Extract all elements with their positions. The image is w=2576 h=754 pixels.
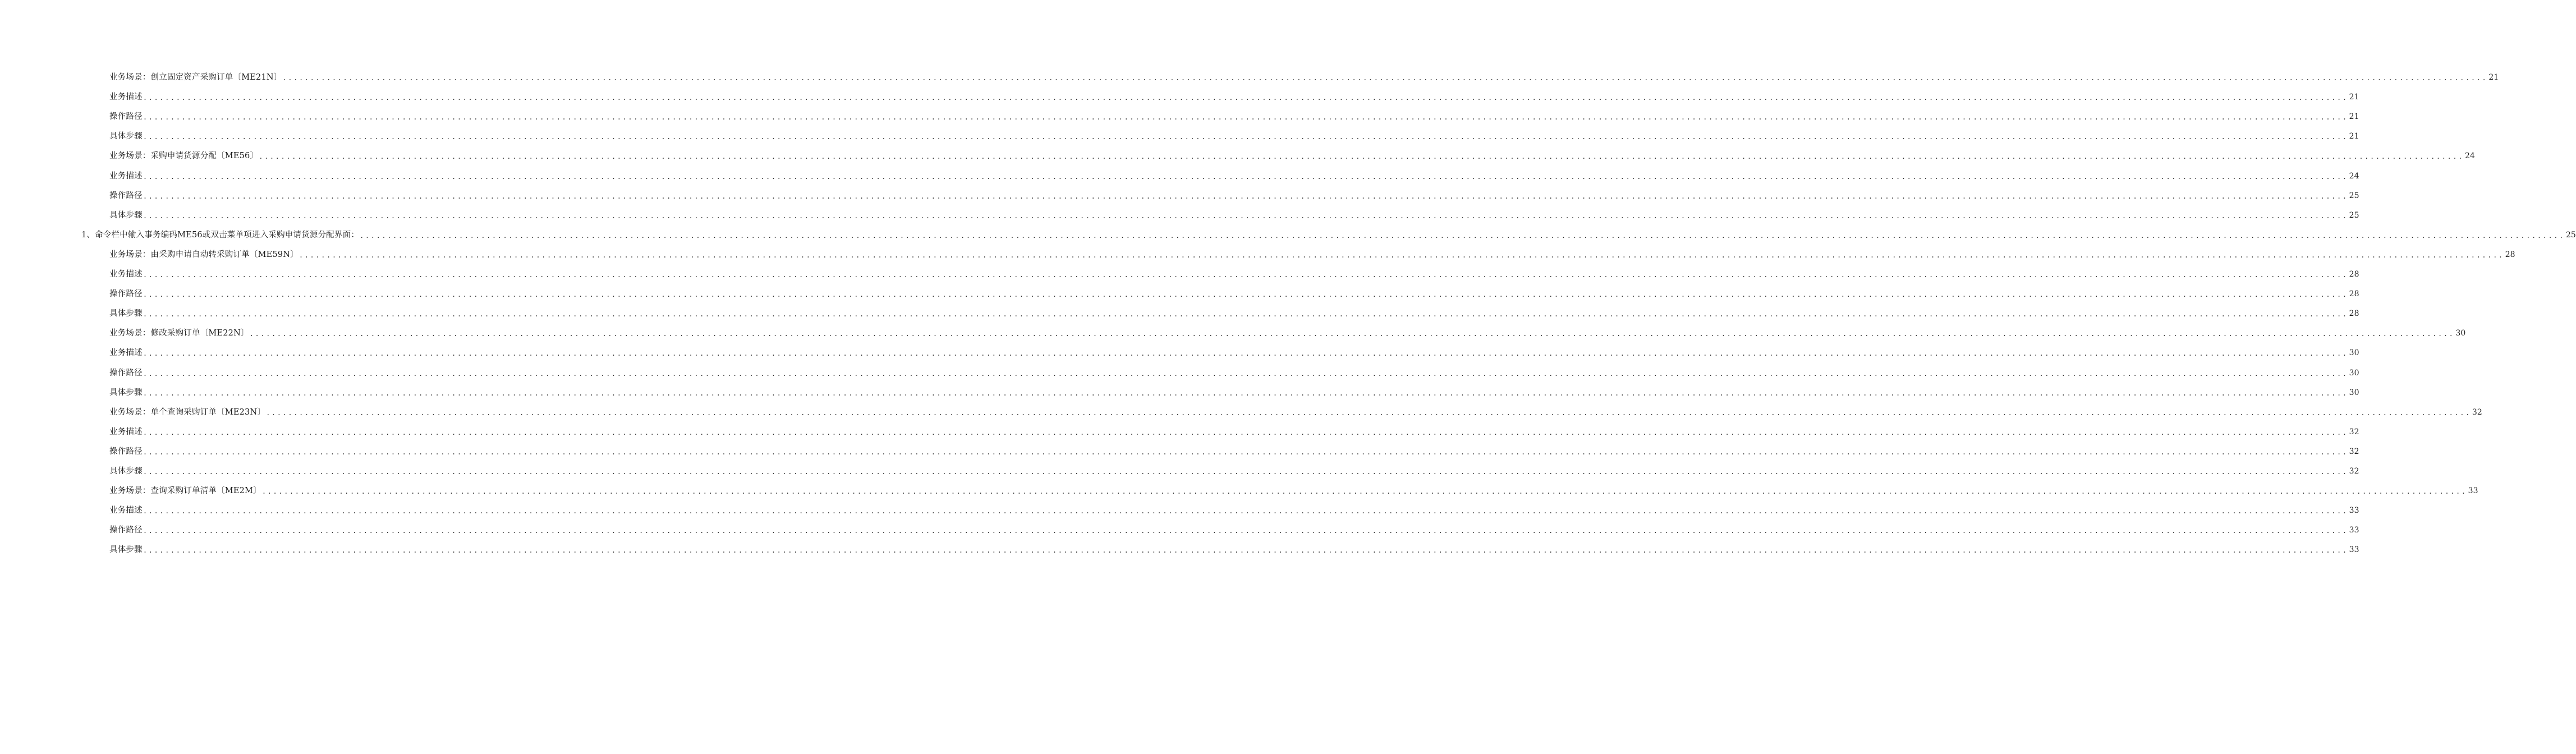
toc-entry-title: 操作路径 xyxy=(109,289,143,299)
toc-entry-title: 业务场景：单个查询采购订单〔ME23N〕 xyxy=(109,407,266,417)
toc-entry[interactable] xyxy=(109,245,2515,265)
toc-entry-page-number: 28 xyxy=(2349,309,2359,319)
toc-dot-leader: ................................................................................................................................................................................................................................................................................................................................................................................................................ xyxy=(143,546,2348,555)
toc-entry[interactable] xyxy=(109,206,2359,226)
toc-entry-page-number: 30 xyxy=(2349,388,2359,397)
toc-entry-page-number: 30 xyxy=(2455,329,2466,338)
toc-entry[interactable] xyxy=(109,127,2359,146)
toc-entry-title: 具体步骤 xyxy=(109,545,143,555)
toc-dot-leader: ................................................................................................................................................................................................................................................................................................................................................................................................................ xyxy=(299,251,2504,259)
toc-dot-leader: ................................................................................................................................................................................................................................................................................................................................................................................................................ xyxy=(143,369,2348,378)
toc-dot-leader: ................................................................................................................................................................................................................................................................................................................................................................................................................ xyxy=(143,192,2348,200)
toc-dot-leader: ................................................................................................................................................................................................................................................................................................................................................................................................................ xyxy=(143,448,2348,456)
toc-entry-title: 1、命令栏中输入事务编码ME56或双击菜单项进入采购申请货源分配界面： xyxy=(81,230,360,240)
toc-entry-title: 操作路径 xyxy=(109,112,143,122)
toc-entry[interactable] xyxy=(109,481,2478,501)
toc-entry[interactable] xyxy=(109,403,2482,422)
toc-entry[interactable] xyxy=(109,284,2359,304)
toc-entry-title: 业务描述 xyxy=(109,427,143,436)
toc-entry-title: 业务描述 xyxy=(109,171,143,181)
toc-entry-title: 业务描述 xyxy=(109,270,143,279)
toc-dot-leader: ................................................................................................................................................................................................................................................................................................................................................................................................................ xyxy=(261,488,2467,496)
toc-entry-page-number: 32 xyxy=(2349,427,2359,436)
toc-entry-title: 操作路径 xyxy=(109,447,143,456)
toc-dot-leader: ................................................................................................................................................................................................................................................................................................................................................................................................................ xyxy=(143,94,2348,102)
toc-dot-leader: ................................................................................................................................................................................................................................................................................................................................................................................................................ xyxy=(143,350,2348,358)
toc-entry-title: 操作路径 xyxy=(109,191,143,200)
toc-dot-leader: ................................................................................................................................................................................................................................................................................................................................................................................................................ xyxy=(143,212,2348,220)
toc-entry[interactable] xyxy=(109,462,2359,481)
toc-entry-page-number: 33 xyxy=(2468,486,2478,496)
toc-entry-page-number: 33 xyxy=(2349,545,2359,555)
toc-entry[interactable] xyxy=(109,107,2359,127)
toc-entry[interactable] xyxy=(109,521,2359,540)
toc-entry-page-number: 25 xyxy=(2565,230,2576,240)
toc-entry-page-number: 32 xyxy=(2349,467,2359,476)
toc-entry-title: 具体步骤 xyxy=(109,309,143,319)
toc-entry[interactable] xyxy=(81,226,2576,245)
toc-entry-title: 操作路径 xyxy=(109,526,143,535)
toc-entry[interactable] xyxy=(109,343,2359,363)
toc-dot-leader: ................................................................................................................................................................................................................................................................................................................................................................................................................ xyxy=(143,428,2348,436)
toc-entry-title: 业务描述 xyxy=(109,506,143,516)
toc-entry-title: 业务场景：由采购申请自动转采购订单〔ME59N〕 xyxy=(109,250,299,259)
toc-entry-title: 业务场景：修改采购订单〔ME22N〕 xyxy=(109,329,249,338)
toc-entry-title: 业务场景：创立固定资产采购订单〔ME21N〕 xyxy=(109,73,282,82)
toc-entry-page-number: 30 xyxy=(2349,348,2359,358)
toc-entry-page-number: 28 xyxy=(2505,250,2515,259)
toc-entry-page-number: 24 xyxy=(2465,151,2475,161)
toc-dot-leader: ................................................................................................................................................................................................................................................................................................................................................................................................................ xyxy=(259,153,2464,161)
toc-entry[interactable] xyxy=(109,304,2359,324)
toc-dot-leader: ................................................................................................................................................................................................................................................................................................................................................................................................................ xyxy=(360,231,2565,240)
toc-entry[interactable] xyxy=(109,186,2359,206)
toc-entry-page-number: 32 xyxy=(2472,407,2482,417)
toc-entry-page-number: 33 xyxy=(2349,506,2359,516)
toc-entry-title: 业务场景：采购申请货源分配〔ME56〕 xyxy=(109,151,259,161)
toc-entry[interactable] xyxy=(109,324,2466,343)
toc-dot-leader: ................................................................................................................................................................................................................................................................................................................................................................................................................ xyxy=(143,113,2348,122)
toc-entry[interactable] xyxy=(109,68,2499,88)
toc-entry-page-number: 21 xyxy=(2349,93,2359,102)
toc-entry-page-number: 28 xyxy=(2349,270,2359,279)
toc-dot-leader: ................................................................................................................................................................................................................................................................................................................................................................................................................ xyxy=(143,468,2348,476)
toc-entry-page-number: 21 xyxy=(2488,73,2499,82)
toc-entry[interactable] xyxy=(109,383,2359,403)
toc-dot-leader: ................................................................................................................................................................................................................................................................................................................................................................................................................ xyxy=(143,271,2348,279)
toc-entry-title: 业务场景：查询采购订单清单〔ME2M〕 xyxy=(109,486,261,496)
toc-entry-page-number: 25 xyxy=(2349,191,2359,200)
toc-entry-title: 操作路径 xyxy=(109,368,143,378)
toc-dot-leader: ................................................................................................................................................................................................................................................................................................................................................................................................................ xyxy=(143,133,2348,141)
toc-entry[interactable] xyxy=(109,442,2359,462)
toc-entry-title: 业务描述 xyxy=(109,348,143,358)
toc-dot-leader: ................................................................................................................................................................................................................................................................................................................................................................................................................ xyxy=(143,291,2348,299)
toc-entry[interactable] xyxy=(109,422,2359,442)
toc-entry-page-number: 24 xyxy=(2349,171,2359,181)
toc-dot-leader: ................................................................................................................................................................................................................................................................................................................................................................................................................ xyxy=(282,74,2488,82)
toc-dot-leader: ................................................................................................................................................................................................................................................................................................................................................................................................................ xyxy=(143,310,2348,319)
toc-entry-page-number: 33 xyxy=(2349,526,2359,535)
toc-dot-leader: ................................................................................................................................................................................................................................................................................................................................................................................................................ xyxy=(266,408,2471,417)
toc-entry-title: 具体步骤 xyxy=(109,132,143,141)
toc-entry[interactable] xyxy=(109,88,2359,107)
toc-entry-title: 具体步骤 xyxy=(109,210,143,220)
toc-entry-title: 业务描述 xyxy=(109,93,143,102)
toc-entry-page-number: 21 xyxy=(2349,132,2359,141)
toc-entry[interactable] xyxy=(109,265,2359,284)
toc-entry-page-number: 21 xyxy=(2349,112,2359,122)
toc-entry[interactable] xyxy=(109,501,2359,521)
toc-entry[interactable] xyxy=(109,146,2475,166)
toc-entry-page-number: 25 xyxy=(2349,210,2359,220)
toc-dot-leader: ................................................................................................................................................................................................................................................................................................................................................................................................................ xyxy=(143,389,2348,397)
toc-entry-page-number: 28 xyxy=(2349,289,2359,299)
toc-dot-leader: ................................................................................................................................................................................................................................................................................................................................................................................................................ xyxy=(143,172,2348,181)
toc-entry-title: 具体步骤 xyxy=(109,388,143,397)
toc-dot-leader: ................................................................................................................................................................................................................................................................................................................................................................................................................ xyxy=(143,527,2348,535)
toc-entry-page-number: 30 xyxy=(2349,368,2359,378)
toc-entry-title: 具体步骤 xyxy=(109,467,143,476)
toc-dot-leader: ................................................................................................................................................................................................................................................................................................................................................................................................................ xyxy=(249,330,2455,338)
toc-entry-page-number: 32 xyxy=(2349,447,2359,456)
toc-dot-leader: ................................................................................................................................................................................................................................................................................................................................................................................................................ xyxy=(143,507,2348,516)
toc-entry[interactable] xyxy=(109,364,2359,383)
toc-entry[interactable] xyxy=(109,540,2359,560)
toc-entry[interactable] xyxy=(109,167,2359,186)
